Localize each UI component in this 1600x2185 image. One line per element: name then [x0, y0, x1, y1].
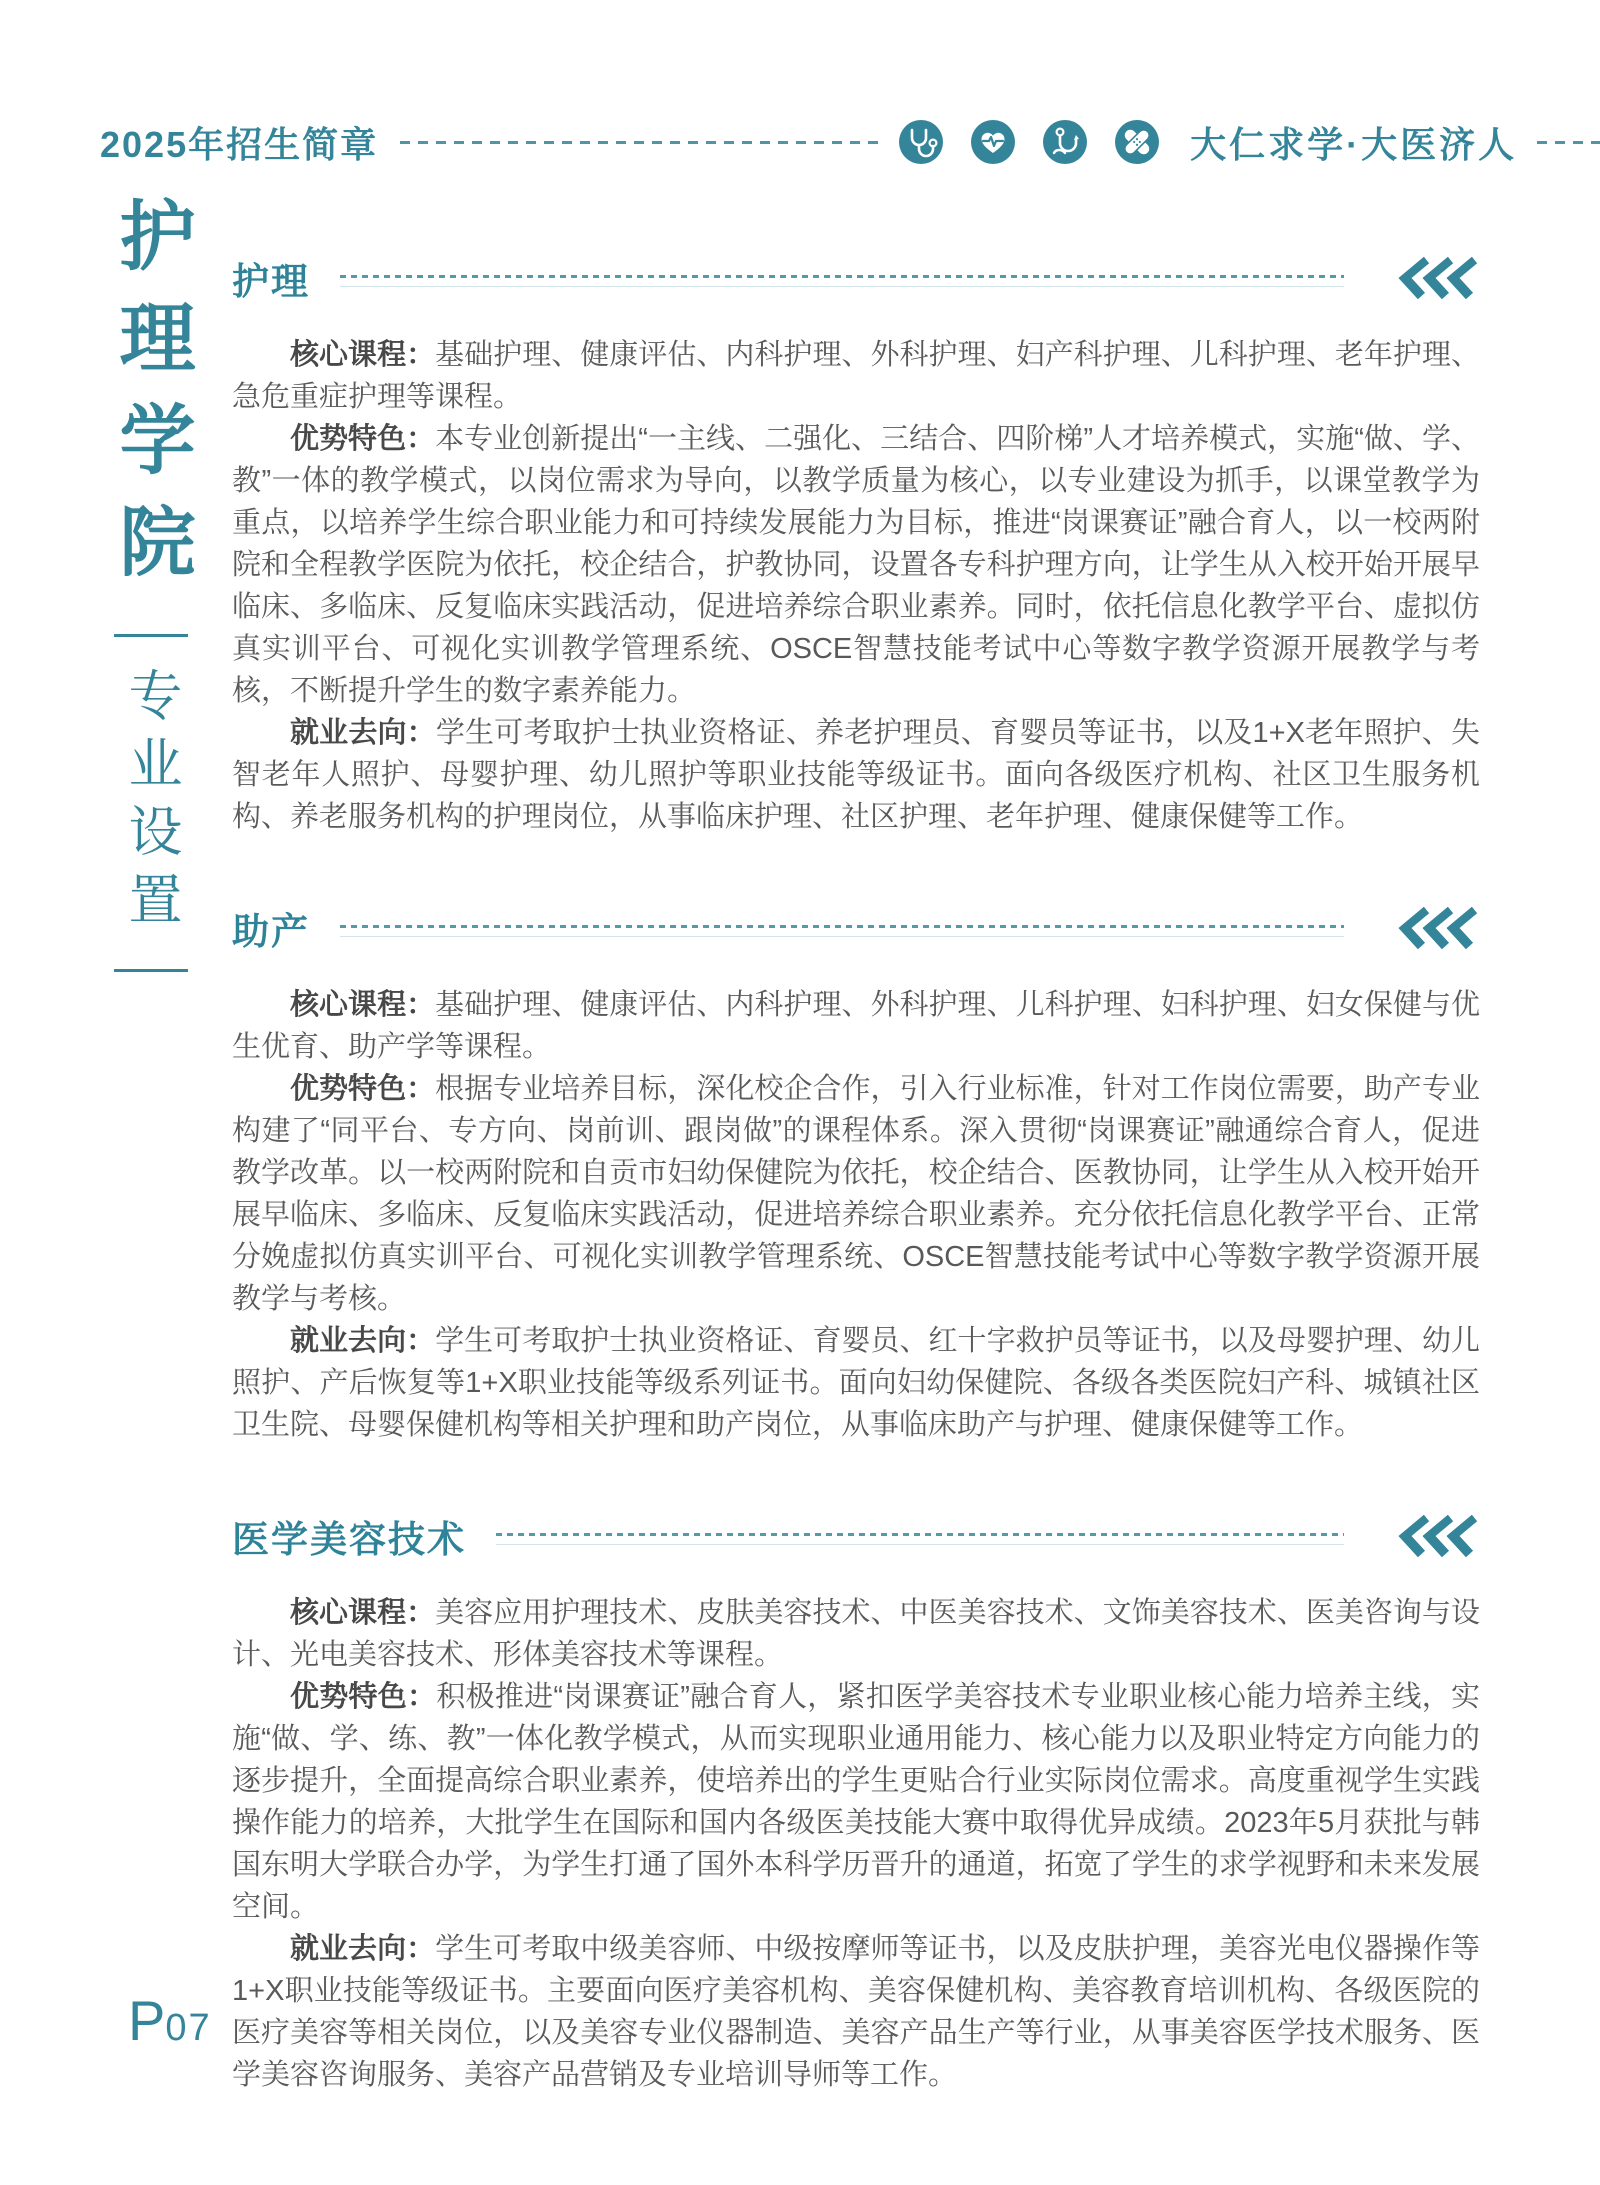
crossed-bandage-icon [1114, 119, 1160, 165]
section-body [232, 1592, 1480, 2096]
paragraph-text: 基础护理、健康评估、内科护理、外科护理、妇产科护理、儿科护理、老年护理、急危重症护理等课程。 [232, 339, 1480, 413]
section-dashed-line [340, 925, 1344, 937]
paragraph-employment [232, 1928, 1480, 2096]
section-body [232, 984, 1480, 1446]
paragraph-label: 就业去向： [290, 1325, 436, 1357]
section-heading-row [232, 1510, 1480, 1562]
paragraph-text: 根据专业培养目标，深化校企合作，引入行业标准，针对工作岗位需要，助产专业构建了“同平台、专方向、岗前训、跟岗做”的课程体系。深入贯彻“岗课赛证”融通综合育人，促进教学改革。以一校两附院和自贡市妇幼保健院为依托，校企结合、医教协同，让学生从入校开始开展早临床、多临床、反复临床实践活动，促进培养综合职业素养。充分依托信息化教学平台、正常分娩虚拟仿真实训平台、可视化实训教学管理系统、OSCE智慧技能考试中心等数字教学资源开展教学与考核。 [232, 1073, 1480, 1315]
college-name-vertical: 护理学院 [107, 196, 196, 604]
paragraph-label: 优势特色： [290, 1073, 436, 1105]
paragraph-core-courses [232, 334, 1480, 418]
paragraph-employment [232, 712, 1480, 838]
sidebar-subtitle-vertical: 专业设置 [121, 667, 181, 939]
section-dashed-line [340, 275, 1344, 287]
paragraph-text: 学生可考取护士执业资格证、养老护理员、育婴员等证书，以及1+X老年照护、失智老年人照护、母婴护理、幼儿照护等职业技能等级证书。面向各级医疗机构、社区卫生服务机构、养老服务机构的护理岗位，从事临床护理、社区护理、老年护理、健康保健等工作。 [232, 717, 1480, 833]
main-content [232, 252, 1480, 2160]
section-heading-row [232, 252, 1480, 304]
paragraph-label: 就业去向： [290, 717, 436, 749]
paragraph-text: 基础护理、健康评估、内科护理、外科护理、儿科护理、妇科护理、妇女保健与优生优育、助产学等课程。 [232, 989, 1480, 1063]
paragraph-core-courses [232, 984, 1480, 1068]
header-dashed-line-left [400, 141, 880, 144]
paragraph-text: 美容应用护理技术、皮肤美容技术、中医美容技术、文饰美容技术、医美咨询与设计、光电美容技术、形体美容技术等课程。 [232, 1597, 1480, 1671]
section-heading-row [232, 902, 1480, 954]
page-number-prefix: P [128, 1989, 166, 2052]
sidebar [96, 196, 206, 1002]
section-title: 护理 [232, 261, 310, 302]
sidebar-divider-bottom [114, 969, 188, 972]
heartbeat-icon [970, 119, 1016, 165]
paragraph-text: 本专业创新提出“一主线、二强化、三结合、四阶梯”人才培养模式，实施“做、学、教”一体的教学模式，以岗位需求为导向，以教学质量为核心，以专业建设为抓手，以课堂教学为重点，以培养学生综合职业能力和可持续发展能力为目标，推进“岗课赛证”融合育人，以一校两附院和全程教学医院为依托，校企结合，护教协同，设置各专科护理方向，让学生从入校开始开展早临床、多临床、反复临床实践活动，促进培养综合职业素养。同时，依托信息化教学平台、虚拟仿真实训平台、可视化实训教学管理系统、OSCE智慧技能考试中心等数字教学资源开展教学与考核，不断提升学生的数字素养能力。 [232, 423, 1480, 707]
paragraph-label: 就业去向： [290, 1933, 436, 1965]
section-body [232, 334, 1480, 838]
paragraph-label: 核心课程： [290, 339, 436, 371]
section-medical-cosmetology [232, 1510, 1480, 2096]
paragraph-text: 学生可考取护士执业资格证、育婴员、红十字救护员等证书，以及母婴护理、幼儿照护、产后恢复等1+X职业技能等级系列证书。面向妇幼保健院、各级各类医院妇产科、城镇社区卫生院、母婴保健机构等相关护理和助产岗位，从事临床助产与护理、健康保健等工作。 [232, 1325, 1480, 1441]
paragraph-label: 核心课程： [290, 989, 436, 1021]
paragraph-features [232, 418, 1480, 712]
header-title: 2025年招生简章 [100, 123, 379, 165]
sidebar-divider-top [114, 634, 188, 637]
triple-chevron-left-icon [1393, 905, 1483, 951]
page-number-value: 07 [165, 2007, 212, 2049]
paragraph-text: 积极推进“岗课赛证”融合育人，紧扣医学美容技术专业职业核心能力培养主线，实施“做、学、练、教”一体化教学模式，从而实现职业通用能力、核心能力以及职业特定方向能力的逐步提升，全面提高综合职业素养，使培养出的学生更贴合行业实际岗位需求。高度重视学生实践操作能力的培养，大批学生在国际和国内各级医美技能大赛中取得优异成绩。2023年5月获批与韩国东明大学联合办学，为学生打通了国外本科学历晋升的通道，拓宽了学生的求学视野和未来发展空间。 [232, 1681, 1480, 1923]
triple-chevron-left-icon [1393, 255, 1483, 301]
section-nursing [232, 252, 1480, 838]
paragraph-employment [232, 1320, 1480, 1446]
paragraph-features [232, 1676, 1480, 1928]
triple-chevron-left-icon [1393, 1513, 1483, 1559]
paragraph-label: 优势特色： [290, 423, 436, 455]
header-slogan: 大仁求学·大医济人 [1190, 123, 1518, 165]
header-dashed-line-right [1537, 141, 1600, 144]
paragraph-label: 优势特色： [290, 1681, 437, 1713]
section-title: 医学美容技术 [232, 1519, 466, 1560]
page-header [100, 116, 1600, 168]
page-number [128, 1988, 212, 2053]
header-icon-row [898, 119, 1160, 165]
section-dashed-line [496, 1533, 1344, 1545]
paragraph-features [232, 1068, 1480, 1320]
stethoscope-icon [898, 119, 944, 165]
doctor-stethoscope-icon [1042, 119, 1088, 165]
paragraph-label: 核心课程： [290, 1597, 436, 1629]
paragraph-text: 学生可考取中级美容师、中级按摩师等证书，以及皮肤护理，美容光电仪器操作等1+X职业技能等级证书。主要面向医疗美容机构、美容保健机构、美容教育培训机构、各级医院的医疗美容等相关岗位，以及美容专业仪器制造、美容产品生产等行业，从事美容医学技术服务、医学美容咨询服务、美容产品营销及专业培训导师等工作。 [232, 1933, 1480, 2091]
section-midwifery [232, 902, 1480, 1446]
paragraph-core-courses [232, 1592, 1480, 1676]
section-title: 助产 [232, 911, 310, 952]
